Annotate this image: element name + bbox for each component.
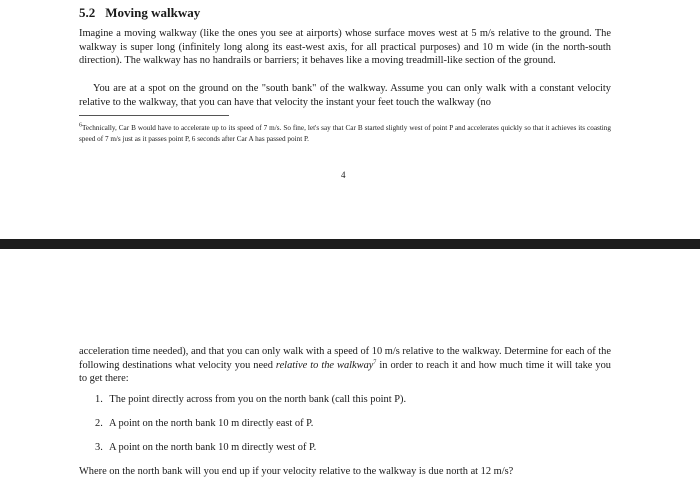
task-text-before: acceleration time needed), and that you can only walk with a speed of 10 m/s relative to the walkway. Determine for each of the following destinations what velocity you need (79, 346, 611, 371)
list-item-text: The point directly across from you on the north bank (call this point P). (109, 394, 407, 405)
footnote-rule (79, 115, 229, 116)
final-question: Where on the north bank will you end up if your velocity relative to the walkway is due north at 12 m/s? (79, 466, 514, 477)
section-title: Moving walkway (105, 5, 201, 20)
list-item-text: A point on the north bank 10 m directly west of P. (109, 442, 317, 453)
list-marker: 3. (95, 442, 103, 453)
paragraph-setup: You are at a spot on the ground on the "south bank" of the walkway. Assume you can only walk with a constant velocity relative to the walkway, that you can have that velocity the instant your feet touch the walkway (no (79, 83, 611, 108)
list-item (95, 393, 406, 407)
list-marker: 2. (95, 418, 103, 429)
task-footnote-ref: 7 (373, 359, 377, 366)
list-marker: 1. (95, 394, 103, 405)
footnote (79, 123, 611, 144)
section-number: 5.2 (79, 5, 96, 20)
list-item-text: A point on the north bank 10 m directly east of P. (109, 418, 314, 429)
page-divider (0, 239, 700, 249)
footnote-text: Technically, Car B would have to accelerate up to its speed of 7 m/s. So fine, let's say that Car B started slightly west of point P and accelerates quickly so that it achieves its coasting speed of 7 m/s just as it passes point P, 6 seconds after Car A has passed point P. (79, 124, 611, 143)
task-emphasis: relative to the walkway (275, 359, 374, 371)
list-item (95, 417, 313, 431)
paragraph-intro: Imagine a moving walkway (like the ones you see at airports) whose surface moves west at 5 m/s relative to the ground. The walkway is super long (infinitely long along its east-west axis, for all practical purposes) and 10 m wide (in the north-south direction). The walkway has no handrails or barriers; it behaves like a moving treadmill-like section of the ground. (79, 28, 611, 67)
section-heading (79, 5, 200, 21)
list-item (95, 441, 316, 455)
page-number: 4 (341, 170, 346, 180)
task-text-after: in order to reach it and how much time it will take you to get there: (79, 359, 611, 385)
footnote-marker: 6 (79, 122, 82, 129)
paragraph-task (79, 345, 611, 386)
